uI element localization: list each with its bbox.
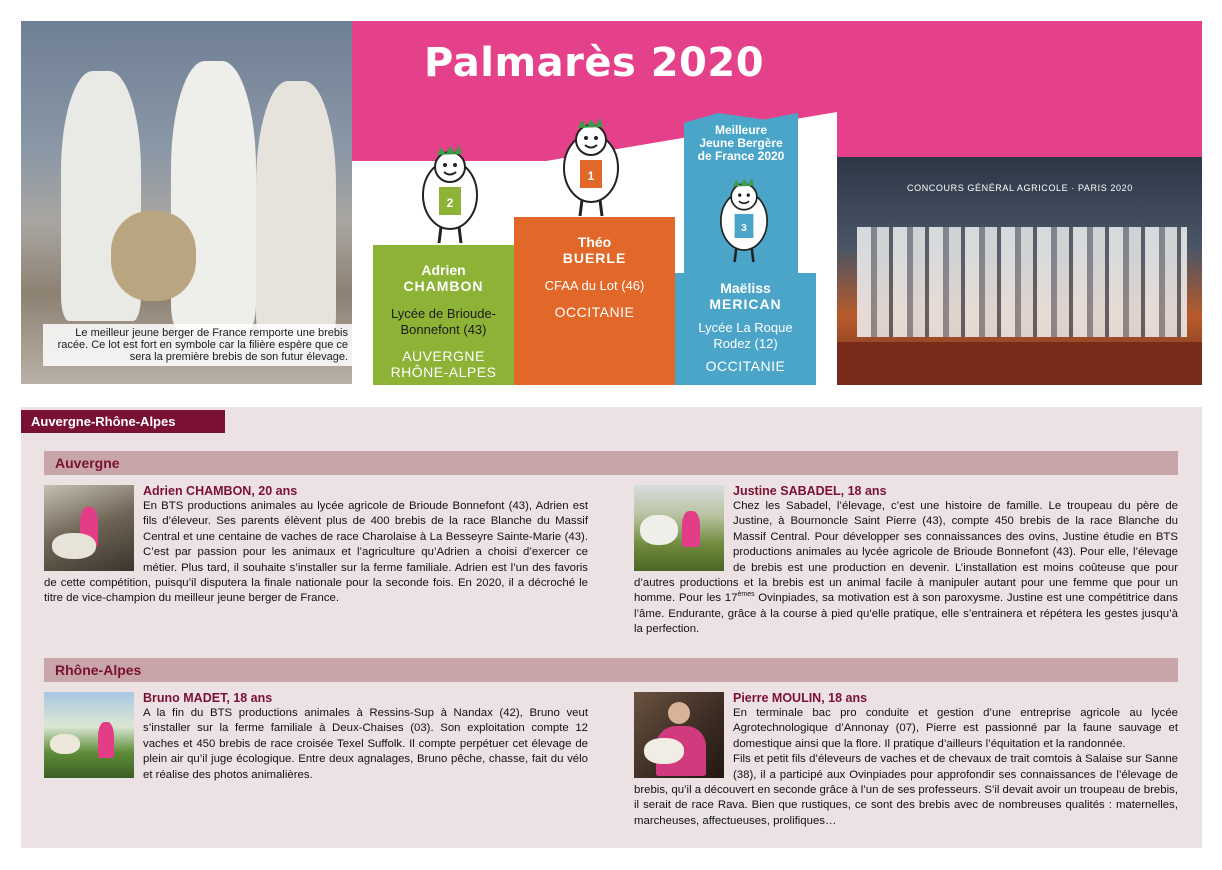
section-title-tab: Auvergne-Rhône-Alpes	[21, 410, 225, 433]
podium-second-school	[373, 306, 514, 338]
photo-person-2	[171, 61, 256, 331]
profile-justine-photo	[634, 485, 724, 571]
flag-line-1: Meilleure	[714, 123, 768, 137]
profile-bruno-text: A la fin du BTS productions animales à Ressins-Sup à Nandax (42), Bruno veut s’installer sur la ferme familiale à Deux-Chaises (03). Son exploitation compte 12 vaches et 450 brebis de race croisée Texel Suffolk. Il compte perpétuer cet élevage de plein air qu’il juge écologique. Entre deux agnalages, Bruno pêche, chasse, fait du vélo et réalise des photos animalières.	[143, 707, 588, 781]
profile-justine-name: Justine SABADEL, 18 ans	[733, 484, 887, 498]
photo-caption: Le meilleur jeune berger de France remporte une brebis racée. Ce lot est fort en symbole car la filière espère que ce sera la première brebis de son futur élevage.	[43, 324, 352, 366]
profile-justine	[634, 484, 1178, 638]
profile-bruno-photo	[44, 692, 134, 778]
podium-third-last-name: MERICAN	[709, 296, 782, 312]
profile-pierre-photo	[634, 692, 724, 778]
profile-justine-text-sup: èmes	[737, 591, 755, 599]
ceremony-floor	[837, 342, 1202, 385]
podium-third-school-line1: Lycée La Roque	[698, 320, 793, 335]
podium-second-region-line2: RHÔNE-ALPES	[390, 364, 497, 380]
profile-adrien-photo	[44, 485, 134, 571]
flag-line-2: Jeune Bergère	[699, 136, 783, 150]
podium-second	[373, 245, 514, 385]
ceremony-photo-banner-text: CONCOURS GÉNÉRAL AGRICOLE · PARIS 2020	[907, 183, 1133, 193]
profile-justine-text-part1: Chez les Sabadel, l’élevage, c’est une histoire de famille. Le troupeau du père de Justine, à Bournoncle Saint Pierre (43), compte 450 brebis de la race Blanche du Massif Central. Pour développer ses connaissances des ovins, Justine étudie en BTS productions animales au lycée agricole de Brioude Bonnefont (43). Pour elle, l’élevage de brebis est une production en devenir. L’installation est moins coûteuse que pour d’autres productions et la brebis est un animal facile à manipuler autant pour une femme que pour un homme. Pour les 17	[634, 500, 1178, 605]
sheep-mascot-1-icon	[556, 116, 626, 218]
profile-adrien-name: Adrien CHAMBON, 20 ans	[143, 484, 298, 498]
podium-first-first-name: Théo	[577, 234, 612, 250]
profile-pierre-text-1: En terminale bac pro conduite et gestion d’une entreprise agricole au lycée Agrotechnologique d’Annonay (07), Pierre est passionné par la faune sauvage et domestique ainsi que la flore. Il pratique d’ailleurs l’équitation et la randonnée.	[733, 707, 1178, 750]
subsection-auvergne: Auvergne	[44, 451, 1178, 475]
profile-pierre-text-2: Fils et petit fils d’éleveurs de vaches et de chevaux de trait comtois à Salaise sur Sanne (38), il a participé aux Ovinpiades pour approfondir ses connaissances de l’élevage de brebis, qu’il a découvert en seconde grâce à l’un de ses professeurs. S’il devait avoir un troupeau de brebis, il serait de race Rava. Bien que rustiques, ce sont des brebis avec de nombreuses qualités : maternelles, marcheuses, affectueuses, prolifiques…	[634, 753, 1178, 827]
podium-second-school-line2: Bonnefont (43)	[400, 322, 487, 337]
podium-second-first-name: Adrien	[421, 262, 466, 278]
winner-photo	[21, 21, 352, 384]
podium-first-last-name: BUERLE	[562, 250, 627, 266]
podium-third	[675, 273, 816, 385]
profile-bruno-name: Bruno MADET, 18 ans	[143, 691, 273, 705]
podium-third-school	[675, 320, 816, 352]
page-title: Palmarès 2020	[424, 40, 765, 86]
profile-justine-text-part2: Ovinpiades, sa motivation est à son paroxysme. Justine est une compétitrice dans l’âme. Endurante, grâce à la course à pied qu’elle pratique, elle s’entrainera et répétera les gestes jusqu’à la perfection.	[634, 592, 1179, 636]
photo-person-3	[256, 81, 336, 341]
sheep-mascot-3-icon	[714, 176, 774, 264]
photo-sheep	[111, 211, 196, 301]
profile-adrien	[44, 484, 588, 607]
podium-third-school-line2: Rodez (12)	[713, 336, 778, 351]
sheep-rank-1: 1	[587, 169, 595, 183]
podium-second-region-line1: AUVERGNE	[402, 348, 485, 364]
flag-line-3: de France 2020	[697, 149, 785, 163]
ceremony-crowd	[857, 227, 1187, 337]
profile-pierre-name: Pierre MOULIN, 18 ans	[733, 691, 868, 705]
sheep-rank-3: 3	[741, 223, 747, 235]
podium-first	[514, 217, 675, 385]
sheep-mascot-2-icon	[415, 143, 485, 245]
profile-bruno	[44, 691, 588, 783]
winner-flag-text	[684, 124, 798, 163]
podium-second-school-line1: Lycée de Brioude-	[390, 306, 497, 321]
podium-third-region: OCCITANIE	[705, 358, 786, 374]
sheep-rank-2: 2	[446, 196, 454, 210]
subsection-rhone-alpes: Rhône-Alpes	[44, 658, 1178, 682]
podium-first-region: OCCITANIE	[554, 304, 635, 320]
ceremony-photo	[837, 157, 1202, 385]
profile-pierre	[634, 691, 1178, 829]
podium-second-last-name: CHAMBON	[403, 278, 484, 294]
podium-first-school: CFAA du Lot (46)	[544, 278, 645, 293]
podium-second-region	[373, 348, 514, 380]
podium-third-first-name: Maëliss	[720, 280, 771, 296]
profile-adrien-text: En BTS productions animales au lycée agricole de Brioude Bonnefont (43), Adrien est fils d’éleveur. Ses parents élèvent plus de 400 brebis de la race Blanche du Massif Central et une centaine de vaches de race Charolaise à La Besseyre Sainte-Marie (43). C’est par passion pour les animaux et l’agriculture qu’Adrien a choisi d’exercer ce métier. Plus tard, il souhaite s’installer sur la ferme familiale. Adrien est l’un des favoris de cette compétition, puisqu’il disputera la finale nationale pour la seconde fois. En 2020, il a décroché le titre de vice-champion du meilleur jeune berger de France.	[44, 500, 588, 605]
